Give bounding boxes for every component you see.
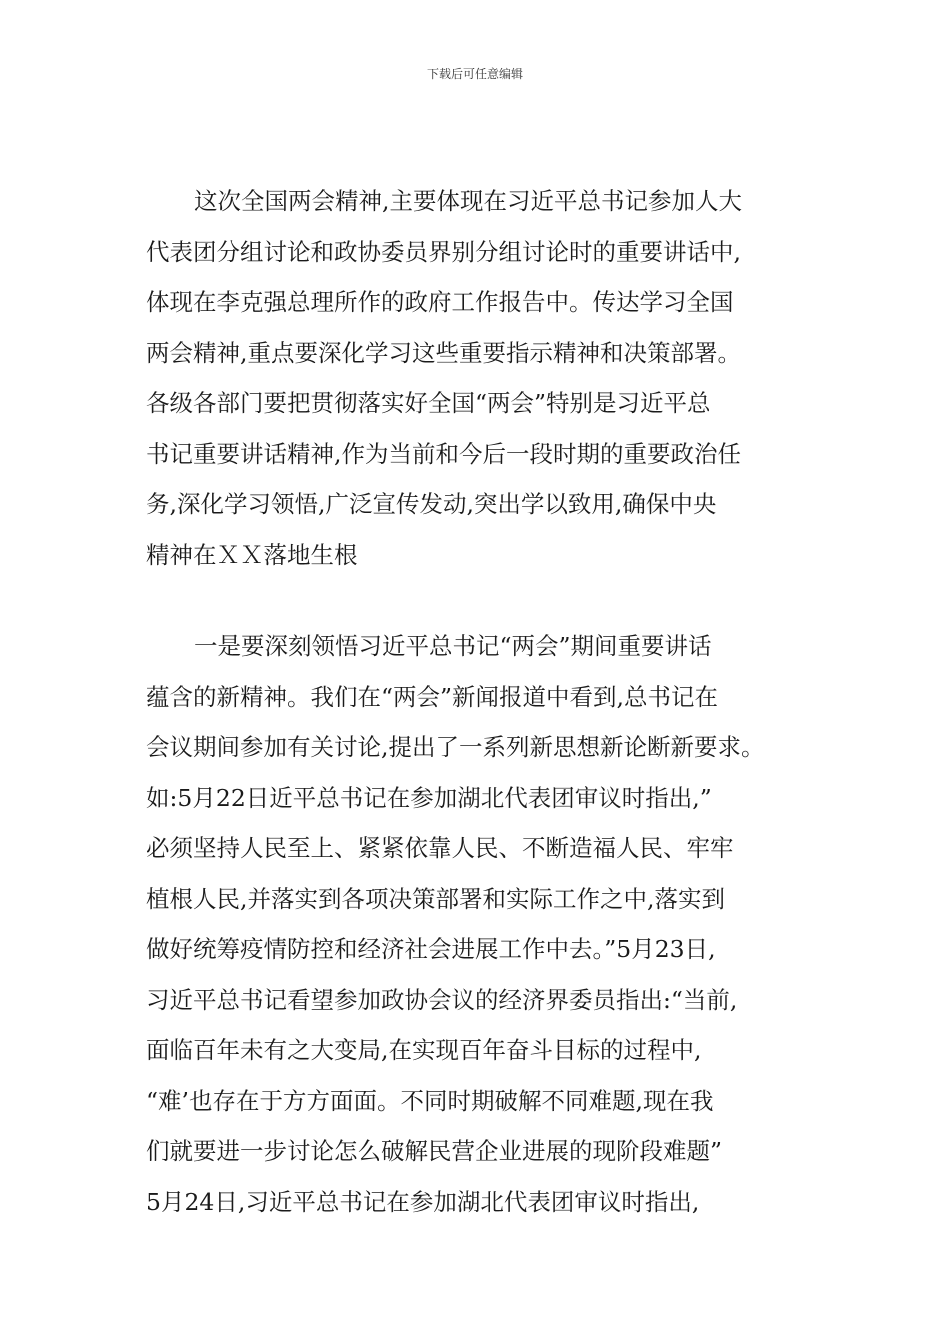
- text-line: 精神在ＸＸ落地生根: [146, 540, 358, 569]
- text-line: 各级各部门要把贯彻落实好全国“两会”特别是习近平总: [146, 389, 711, 417]
- text-line: 植根人民,并落实到各项决策部署和实际工作之中,落实到: [146, 884, 725, 913]
- text-line: 面临百年未有之大变局,在实现百年奋斗目标的过程中,: [146, 1036, 702, 1064]
- text-line: 这次全国两会精神,主要体现在习近平总书记参加人大: [194, 187, 742, 215]
- text-line: 5月24日,习近平总书记在参加湖北代表团审议时指出,: [146, 1187, 700, 1216]
- header-note: 下载后可任意编辑: [426, 67, 523, 81]
- text-line: “难’也存在于方方面面。不同时期破解不同难题,现在我: [146, 1086, 714, 1115]
- paragraph-2-text: [146, 621, 806, 1227]
- text-line: 一是要深刻领悟习近平总书记“两会”期间重要讲话: [194, 632, 712, 660]
- text-line: 会议期间参加有关讨论,提出了一系列新思想新论断新要求。: [146, 733, 765, 761]
- text-line: 必须坚持人民至上、紧紧依靠人民、不断造福人民、牢牢: [146, 834, 734, 862]
- text-line: 如:5月22日近平总书记在参加湖北代表团审议时指出,”: [146, 783, 712, 812]
- paragraph-1-text: [146, 176, 806, 580]
- text-line: 做好统筹疫情防控和经济社会进展工作中去。”5月23日,: [146, 935, 716, 963]
- text-line: 书记重要讲话精神,作为当前和今后一段时期的重要政治任: [146, 439, 741, 468]
- text-line: 务,深化学习领悟,广泛宣传发动,突出学以致用,确保中央: [146, 490, 717, 518]
- text-line: 体现在李克强总理所作的政府工作报告中。传达学习全国: [146, 288, 734, 316]
- paragraph-1: [146, 176, 806, 580]
- text-line: 两会精神,重点要深化学习这些重要指示精神和决策部署。: [146, 338, 741, 367]
- text-line: 蕴含的新精神。我们在“两会”新闻报道中看到,总书记在: [146, 682, 718, 711]
- text-line: 习近平总书记看望参加政协会议的经济界委员指出:“当前,: [146, 985, 738, 1014]
- text-line: 代表团分组讨论和政协委员界别分组讨论时的重要讲话中,: [146, 237, 741, 266]
- text-line: 们就要进一步讨论怎么破解民营企业进展的现阶段难题”: [146, 1137, 723, 1165]
- paragraph-2: [146, 621, 806, 1227]
